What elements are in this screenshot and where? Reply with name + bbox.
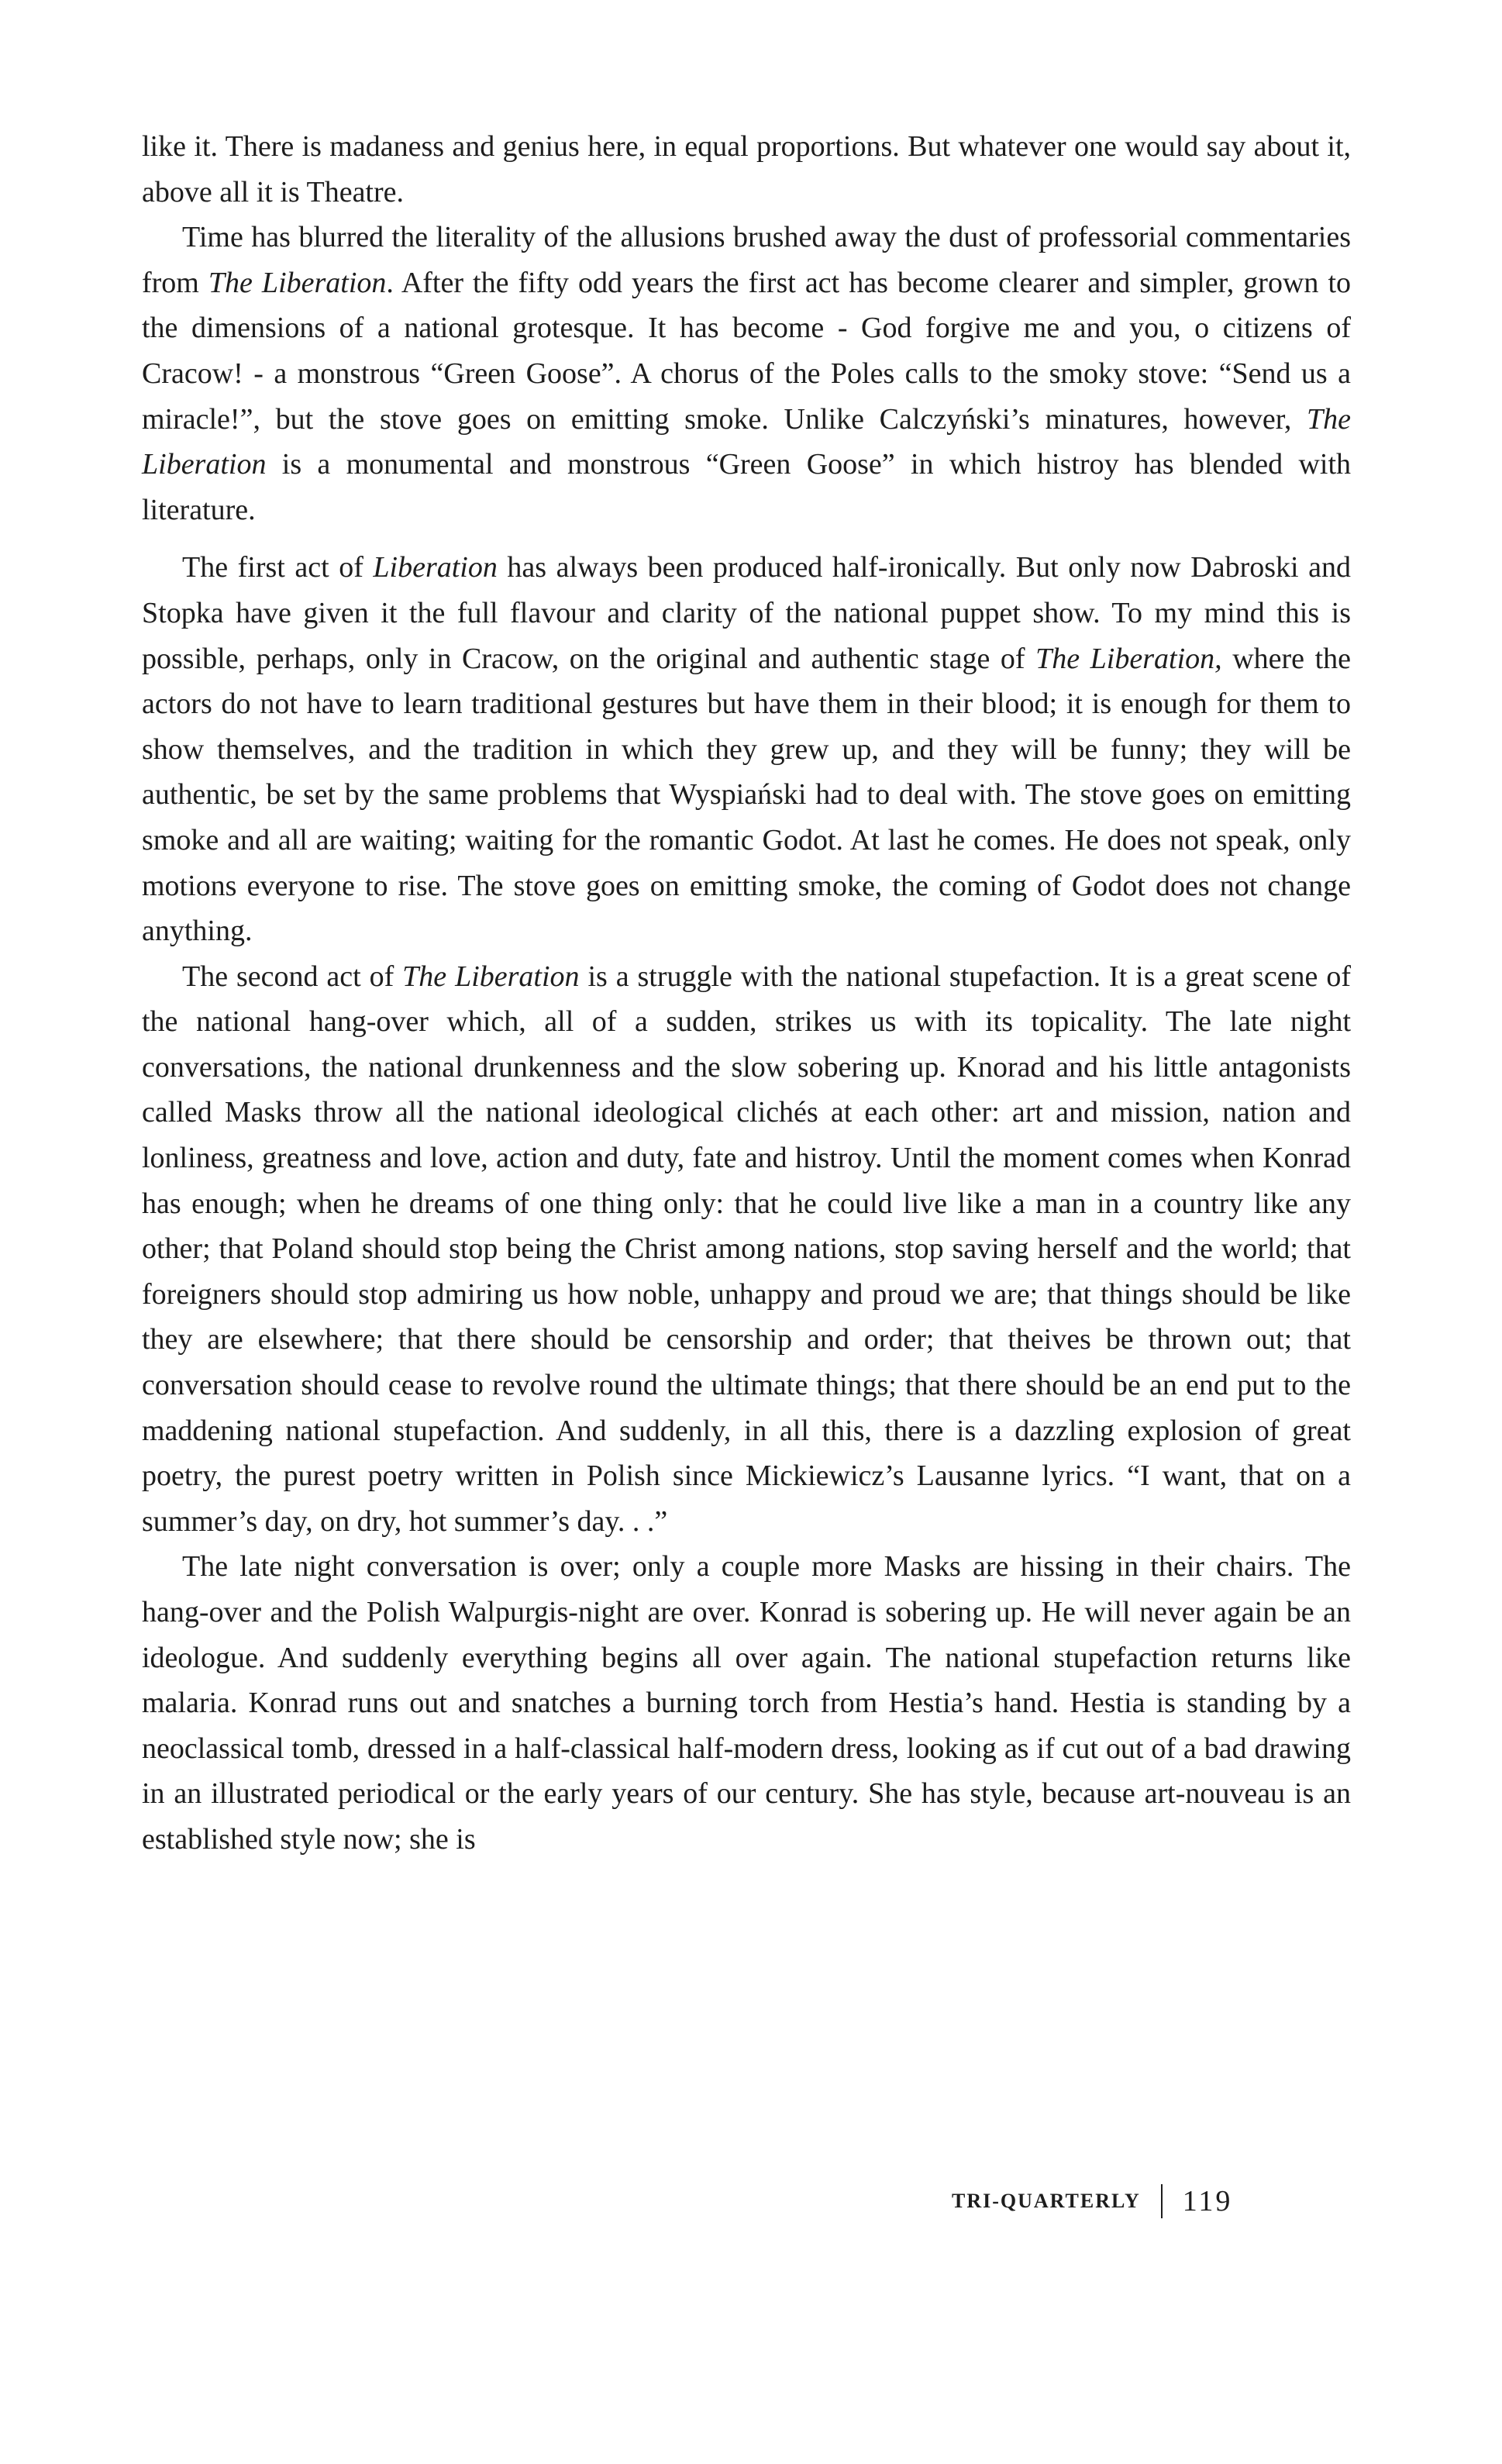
paragraph: [142, 954, 1351, 1545]
page-footer: [952, 2178, 1232, 2224]
footer-divider: [1161, 2184, 1163, 2218]
paragraph: [142, 545, 1351, 953]
text-run: has always been produced half-ironically. But only now Dabroski and Stopka have given it the full flavour and clarity of the national puppet show. To my mind this is possible, perhaps, only in Cracow, on the original and authentic stage of: [142, 551, 1351, 675]
text-run: The first act of: [182, 551, 374, 584]
text-run: The second act of: [182, 960, 403, 993]
journal-title: TRI-QUARTERLY: [952, 2190, 1141, 2212]
paragraph: [142, 124, 1351, 215]
italic-title: The Liberation,: [1035, 642, 1222, 675]
text-run: . After the fifty odd years the first act has become clearer and simpler, grown to the dimensions of a national grotesque. It has become - God forgive me and you, o citizens of Cracow! - a monstrous “Green Goose”. A chorus of the Poles calls to the smoky stove: “Send us a miracle!”, but the stove goes on emitting smoke. Unlike Calczyński’s minatures, however,: [142, 266, 1351, 436]
text-run: is a monumental and monstrous “Green Goose” in which histroy has blended with literature.: [142, 448, 1351, 526]
body-text: [142, 124, 1351, 1863]
text-run: is a struggle with the national stupefaction. It is a great scene of the national hang-over which, all of a sudden, strikes us with its topicality. The late night conversations, the national drunkenness and the slow sobering up. Knorad and his little antagonists called Masks throw all the national ideological clichés at each other: art and mission, nation and lonliness, greatness and love, action and duty, fate and histroy. Until the moment comes when Konrad has enough; when he dreams of one thing only: that he could live like a man in a country like any other; that Poland should stop being the Christ among nations, stop saving herself and the world; that foreigners should stop admiring us how noble, unhappy and proud we are; that things should be like they are elsewhere; that there should be censorship and order; that theives be thrown out; that conversation should cease to revolve round the ultimate things; that there should be an end put to the maddening national stupefaction. And suddenly, in all this, there is a dazzling explosion of great poetry, the purest poetry written in Polish since Mickiewicz’s Lausanne lyrics. “I want, that on a summer’s day, on dry, hot summer’s day. . .”: [142, 960, 1351, 1538]
paragraph: [142, 215, 1351, 532]
text-run: like it. There is madaness and genius here, in equal proportions. But whatever one would say about it, above all it is Theatre.: [142, 130, 1351, 208]
italic-title: Liberation: [373, 551, 498, 584]
paragraph: [142, 1544, 1351, 1862]
italic-title: The Liberation: [142, 402, 1351, 481]
italic-title: The Liberation: [208, 266, 387, 299]
text-run: The late night conversation is over; only a couple more Masks are hissing in their chairs. The hang-over and the Polish Walpurgis-night are over. Konrad is sobering up. He will never again be an ideologue. And suddenly everything begins all over again. The national stupefaction returns like malaria. Konrad runs out and snatches a burning torch from Hestia’s hand. Hestia is standing by a neoclassical tomb, dressed in a half-classical half-modern dress, looking as if cut out of a bad drawing in an illustrated periodical or the early years of our century. She has style, because art-nouveau is an established style now; she is: [142, 1550, 1351, 1856]
page-number: 119: [1182, 2185, 1233, 2218]
text-run: where the actors do not have to learn traditional gestures but have them in their blood; it is enough for them to show themselves, and the tradition in which they grew up, and they will be funny; they will be authentic, be set by the same problems that Wyspiański had to deal with. The stove goes on emitting smoke and all are waiting; waiting for the romantic Godot. At last he comes. He does not speak, only motions everyone to rise. The stove goes on emitting smoke, the coming of Godot does not change anything.: [142, 642, 1351, 948]
italic-title: The Liberation: [402, 960, 580, 993]
text-run: Time has blurred the literality of the allusions brushed away the dust of professorial commentaries from: [142, 221, 1351, 299]
